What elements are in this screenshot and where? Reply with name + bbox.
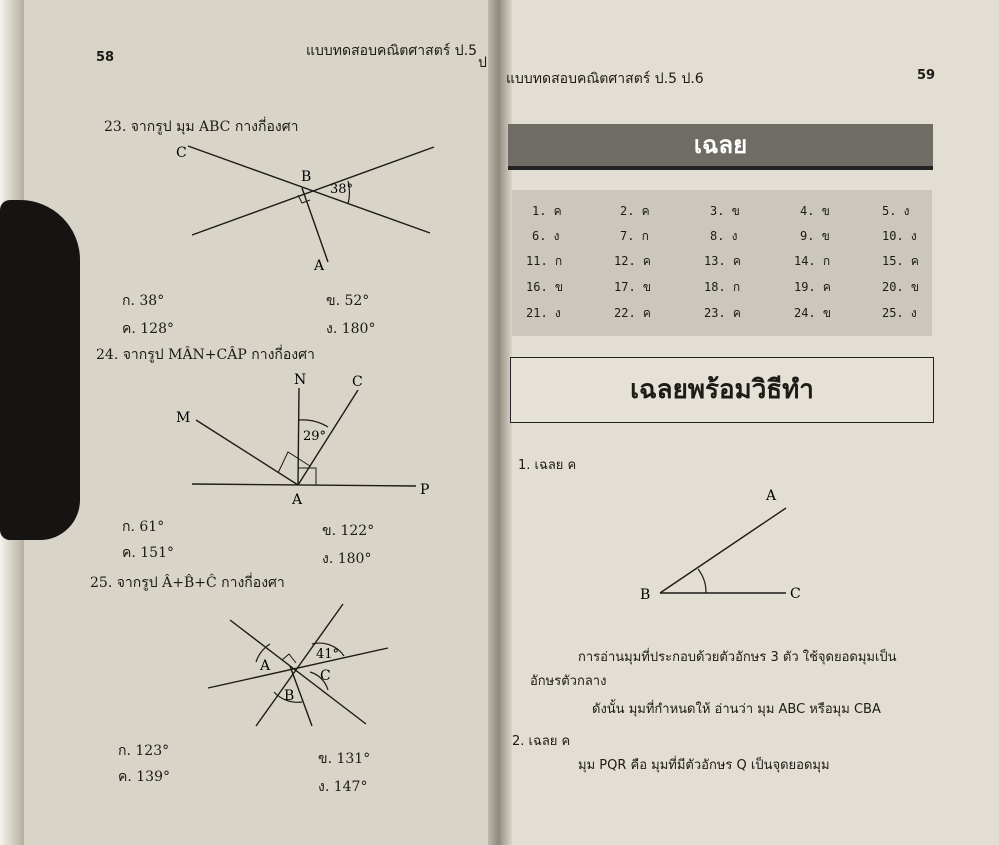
page-header-right: แบบทดสอบคณิตศาสตร์ ป.5 ป.6 [506, 71, 704, 87]
question-25: 25. จากรูป Â+B̂+Ĉ กางกี่องศา [90, 575, 285, 591]
solution-title: เฉลยพร้อมวิธีทำ [630, 375, 814, 405]
answer-cell: 17. ข [614, 280, 652, 294]
q25-option-c: ค. 139° [118, 769, 170, 785]
solution-title-box [510, 357, 934, 423]
answer-key-banner [508, 124, 933, 170]
answer-cell: 7. ก [620, 229, 649, 243]
answer-cell: 1. ค [532, 204, 562, 218]
figure-sol1 [630, 482, 810, 607]
answer-key-title: เฉลย [693, 131, 748, 159]
label-b: B [640, 587, 651, 603]
page-header-left-overflow: ป [478, 55, 487, 71]
answer-cell: 3. ข [710, 204, 740, 218]
angle-label: 41° [316, 647, 340, 662]
answer-cell: 9. ข [800, 229, 830, 243]
solution-1-text-1: การอ่านมุมที่ประกอบด้วยตัวอักษร 3 ตัว ใช้จุดยอดมุมเป็น [578, 650, 897, 665]
solution-1-text-2: อักษรตัวกลาง [530, 674, 607, 689]
answer-cell: 2. ค [620, 204, 650, 218]
solution-2-text-1: มุม PQR คือ มุมที่มีตัวอักษร Q เป็นจุดยอดมุม [578, 758, 830, 773]
angle-label: 29° [303, 429, 327, 444]
q24-option-d: ง. 180° [322, 551, 372, 567]
label-a: A [314, 258, 325, 274]
solution-1-heading: 1. เฉลย ค [518, 458, 577, 473]
q25-option-a: ก. 123° [118, 743, 170, 759]
figure-q23 [170, 135, 440, 275]
answer-cell: 21. ง [526, 306, 561, 320]
page-number-left: 58 [96, 50, 115, 65]
q25-option-d: ง. 147° [318, 779, 368, 795]
label-m: M [176, 410, 191, 426]
label-b: B [301, 169, 312, 185]
answer-cell: 15. ค [882, 254, 919, 268]
label-c: C [320, 668, 331, 684]
answer-cell: 8. ง [710, 229, 738, 243]
q24-option-c: ค. 151° [122, 545, 174, 561]
q23-option-a: ก. 38° [122, 293, 165, 309]
answer-key-grid [512, 190, 932, 336]
answer-cell: 10. ง [882, 229, 917, 243]
figure-q24 [170, 368, 440, 508]
q25-option-b: ข. 131° [318, 751, 371, 767]
page-number-right: 59 [917, 68, 936, 83]
label-b: B [284, 688, 295, 704]
answer-cell: 20. ข [882, 280, 920, 294]
answer-cell: 19. ค [794, 280, 831, 294]
label-c: C [790, 586, 801, 602]
label-c: C [176, 145, 187, 161]
answer-cell: 14. ก [794, 254, 831, 268]
q23-option-d: ง. 180° [326, 321, 376, 337]
answer-cell: 24. ข [794, 306, 832, 320]
page-header-left: แบบทดสอบคณิตศาสตร์ ป.5 [306, 43, 478, 59]
dark-shadow [0, 200, 80, 540]
label-a: A [292, 492, 303, 508]
q23-option-c: ค. 128° [122, 321, 174, 337]
label-n: N [294, 372, 307, 388]
question-23: 23. จากรูป มุม ABC กางกี่องศา [104, 119, 299, 135]
figure-q25 [200, 598, 400, 738]
answer-cell: 12. ค [614, 254, 651, 268]
answer-cell: 5. ง [882, 204, 910, 218]
solution-2-heading: 2. เฉลย ค [512, 734, 571, 749]
answer-cell: 16. ข [526, 280, 564, 294]
answer-cell: 13. ค [704, 254, 741, 268]
answer-cell: 18. ก [704, 280, 741, 294]
answer-cell: 23. ค [704, 306, 741, 320]
answer-cell: 11. ก [526, 254, 563, 268]
answer-cell: 25. ง [882, 306, 917, 320]
q24-option-b: ข. 122° [322, 523, 375, 539]
answer-cell: 4. ข [800, 204, 830, 218]
solution-1-text-3: ดังนั้น มุมที่กำหนดให้ อ่านว่า มุม ABC หรือมุม CBA [592, 702, 881, 717]
answer-cell: 22. ค [614, 306, 651, 320]
label-c: C [352, 374, 363, 390]
label-a: A [766, 488, 777, 504]
answer-cell: 6. ง [532, 229, 560, 243]
q24-option-a: ก. 61° [122, 519, 165, 535]
q23-option-b: ข. 52° [326, 293, 370, 309]
label-p: P [420, 482, 430, 498]
label-a: A [260, 658, 271, 674]
angle-label: 38° [330, 182, 354, 197]
question-24: 24. จากรูป MÂN+CÂP กางกี่องศา [96, 347, 315, 363]
